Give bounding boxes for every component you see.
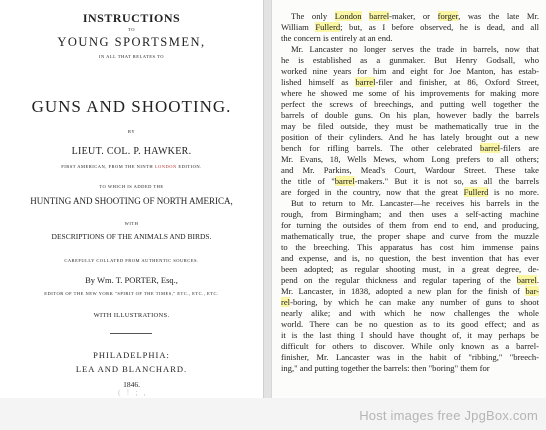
text-line (281, 253, 539, 264)
title-hunting: HUNTING AND SHOOTING OF NORTH AMERICA, (30, 196, 233, 206)
text-line (281, 11, 539, 22)
text-run: to the breeching. This apparatus has cost him immense pains (281, 242, 539, 252)
text-line (281, 275, 539, 286)
text-line (281, 154, 539, 165)
text-run: barrels of double guns. On his plan, however badly the barrels (281, 110, 539, 120)
text-line (281, 330, 539, 341)
text-line (281, 297, 539, 308)
text-run: nearly alike; and with which he now challenges the whole (281, 308, 539, 318)
text-run: are forged in the country, now that the great (281, 187, 464, 197)
highlighted-term: barrel (369, 11, 390, 21)
text-line (281, 176, 539, 187)
highlighted-term: rel (281, 297, 291, 307)
text-run: But to return to Mr. Lancaster—he receives his barrels in the (291, 198, 539, 208)
title-collated: CAREFULLY COLLATED FROM AUTHENTIC SOURCES. (64, 258, 199, 263)
title-page (0, 0, 263, 398)
text-line (281, 286, 539, 297)
title-to: TO (128, 27, 135, 32)
text-run: perfect the screws of breechings, and putting well together the (281, 99, 539, 109)
text-line (281, 110, 539, 121)
text-run: lished himself as (281, 77, 356, 87)
text-run: position of their cylinders. And he has lately brought out a new (281, 132, 539, 142)
title-with-illustrations: WITH ILLUSTRATIONS. (93, 312, 170, 319)
highlighted-term: bar- (525, 286, 539, 296)
text-line (281, 341, 539, 352)
title-descriptions: DESCRIPTIONS OF THE ANIMALS AND BIRDS. (51, 232, 212, 241)
text-run: . (536, 275, 539, 285)
text-run: finisher, Mr. Lancaster was in the habit of "ribbing," "breech- (281, 352, 539, 362)
title-city: PHILADELPHIA: (93, 350, 170, 360)
text-line (281, 187, 539, 198)
text-run: Mr. Lancaster, in 1838, adopted a new plan for the finish of (281, 286, 526, 296)
text-line (281, 198, 539, 209)
text-line (281, 308, 539, 319)
title-guns-and-shooting: GUNS AND SHOOTING. (31, 97, 232, 116)
highlighted-term: forger (437, 11, 459, 21)
text-line (281, 242, 539, 253)
text-line (281, 264, 539, 275)
title-publisher: LEA AND BLANCHARD. (75, 364, 188, 374)
edition-pre: FIRST AMERICAN, FROM THE NINTH (61, 164, 155, 169)
text-run: Mr. Evans, 18, Wells Mews, whom Long prefers to all others; (281, 154, 539, 164)
text-line (281, 220, 539, 231)
title-divider (110, 333, 152, 334)
highlighted-term: Fullerd (315, 22, 341, 32)
text-line (281, 99, 539, 110)
text-run: the title of " (281, 176, 335, 186)
text-run: , was the late Mr. (458, 11, 540, 21)
text-line (281, 88, 539, 99)
text-run: -boring, by which he can make any number of guns to shoot (290, 297, 539, 307)
edition-post: EDITION. (176, 164, 202, 169)
text-line (281, 33, 539, 44)
highlighted-term: barrel (480, 143, 501, 153)
title-year: 1846. (123, 380, 140, 389)
title-editor-line: EDITOR OF THE NEW YORK "SPIRIT OF THE TIMES," ETC., ETC., ETC. (44, 291, 219, 296)
title-porter: By Wm. T. PORTER, Esq., (85, 275, 178, 285)
text-run: difficult for others to discover. While only known as a barrel- (281, 341, 539, 351)
text-run: William (281, 22, 316, 32)
text-run: bench for rifling barrels. The other celebrated (281, 143, 481, 153)
text-run: -filers are (500, 143, 539, 153)
text-run: pend on the regular thickness and regular tapering of the (281, 275, 517, 285)
title-to-which-added: TO WHICH IS ADDED THE (99, 184, 164, 189)
title-by: BY (127, 129, 136, 134)
text-line (281, 165, 539, 176)
highlighted-term: barrel (355, 77, 376, 87)
text-run: for turning the outsides of them from end to end, and producing, (281, 220, 539, 230)
text-page (272, 0, 546, 398)
text-run: where he showed me some of his improvements for making more (281, 88, 539, 98)
text-run: The only (291, 11, 335, 21)
text-run (362, 11, 370, 21)
highlighted-term: Fullerd (463, 187, 489, 197)
text-run: is no more. (488, 187, 540, 197)
text-run: -makers." But it is not so, as all the barrels (354, 176, 539, 186)
text-run: he is established as a gunmaker. But Henry Godsall, who (281, 55, 539, 65)
title-with: WITH (124, 221, 139, 226)
title-author: LIEUT. COL. P. HAWKER. (71, 146, 192, 157)
text-run: rough, from Birmingham; and then uses a self-acting machine (281, 209, 539, 219)
title-in-all-that-relates-to: IN ALL THAT RELATES TO (98, 54, 164, 59)
text-run: world. There can be no question as to its good effect; and as (281, 319, 539, 329)
highlighted-term: barrel (334, 176, 355, 186)
text-run: Mr. Lancaster no longer serves the trade in barrels, now that (291, 44, 539, 54)
title-edition (0, 164, 263, 169)
text-run: and Mr. Parkins, Mead's Court, Wardour Street. These take (281, 165, 539, 175)
edition-london: LONDON (154, 164, 177, 169)
text-run: -maker, or (389, 11, 438, 21)
text-line (281, 66, 539, 77)
text-run: it is the last thing I should have thought of, it may perhaps be (281, 330, 539, 340)
text-run: -filer and finisher, at 86, Oxford Street, (375, 77, 539, 87)
text-run: the concern is entirely at an end. (281, 33, 393, 43)
highlighted-term: London (334, 11, 362, 21)
text-line (281, 352, 539, 363)
watermark-text: Host images free JpgBox.com (359, 408, 538, 423)
text-line (281, 77, 539, 88)
ink-smudge: ( ! ; , (118, 388, 148, 397)
title-young-sportsmen: YOUNG SPORTSMEN, (57, 35, 206, 49)
text-line (281, 22, 539, 33)
text-line (281, 319, 539, 330)
text-run: mathematically true, the proper shape and curve from the muzzle (281, 231, 539, 241)
text-run: worked nine years for him and eight for Joe Manton, has estab- (281, 66, 539, 76)
text-run: ; but, as I before observed, he is dead, and all (340, 22, 540, 32)
text-run: been adopted; as regular shooting must, in a great degree, de- (281, 264, 539, 274)
text-run: ing," and putting together the barrels: then "boring" them for (281, 363, 490, 373)
text-line (281, 55, 539, 66)
text-line (281, 132, 539, 143)
text-line (281, 121, 539, 132)
text-run: and expense, and is, no question, the best invention that has ever (281, 253, 539, 263)
text-line (281, 209, 539, 220)
text-line (281, 231, 539, 242)
text-run: may be filed outside, they must be mathematically true in the (281, 121, 539, 131)
title-instructions: INSTRUCTIONS (82, 11, 181, 25)
book-gutter (263, 0, 272, 398)
highlighted-term: barrel (516, 275, 537, 285)
text-line (281, 143, 539, 154)
text-line (281, 44, 539, 55)
text-line (281, 363, 539, 374)
